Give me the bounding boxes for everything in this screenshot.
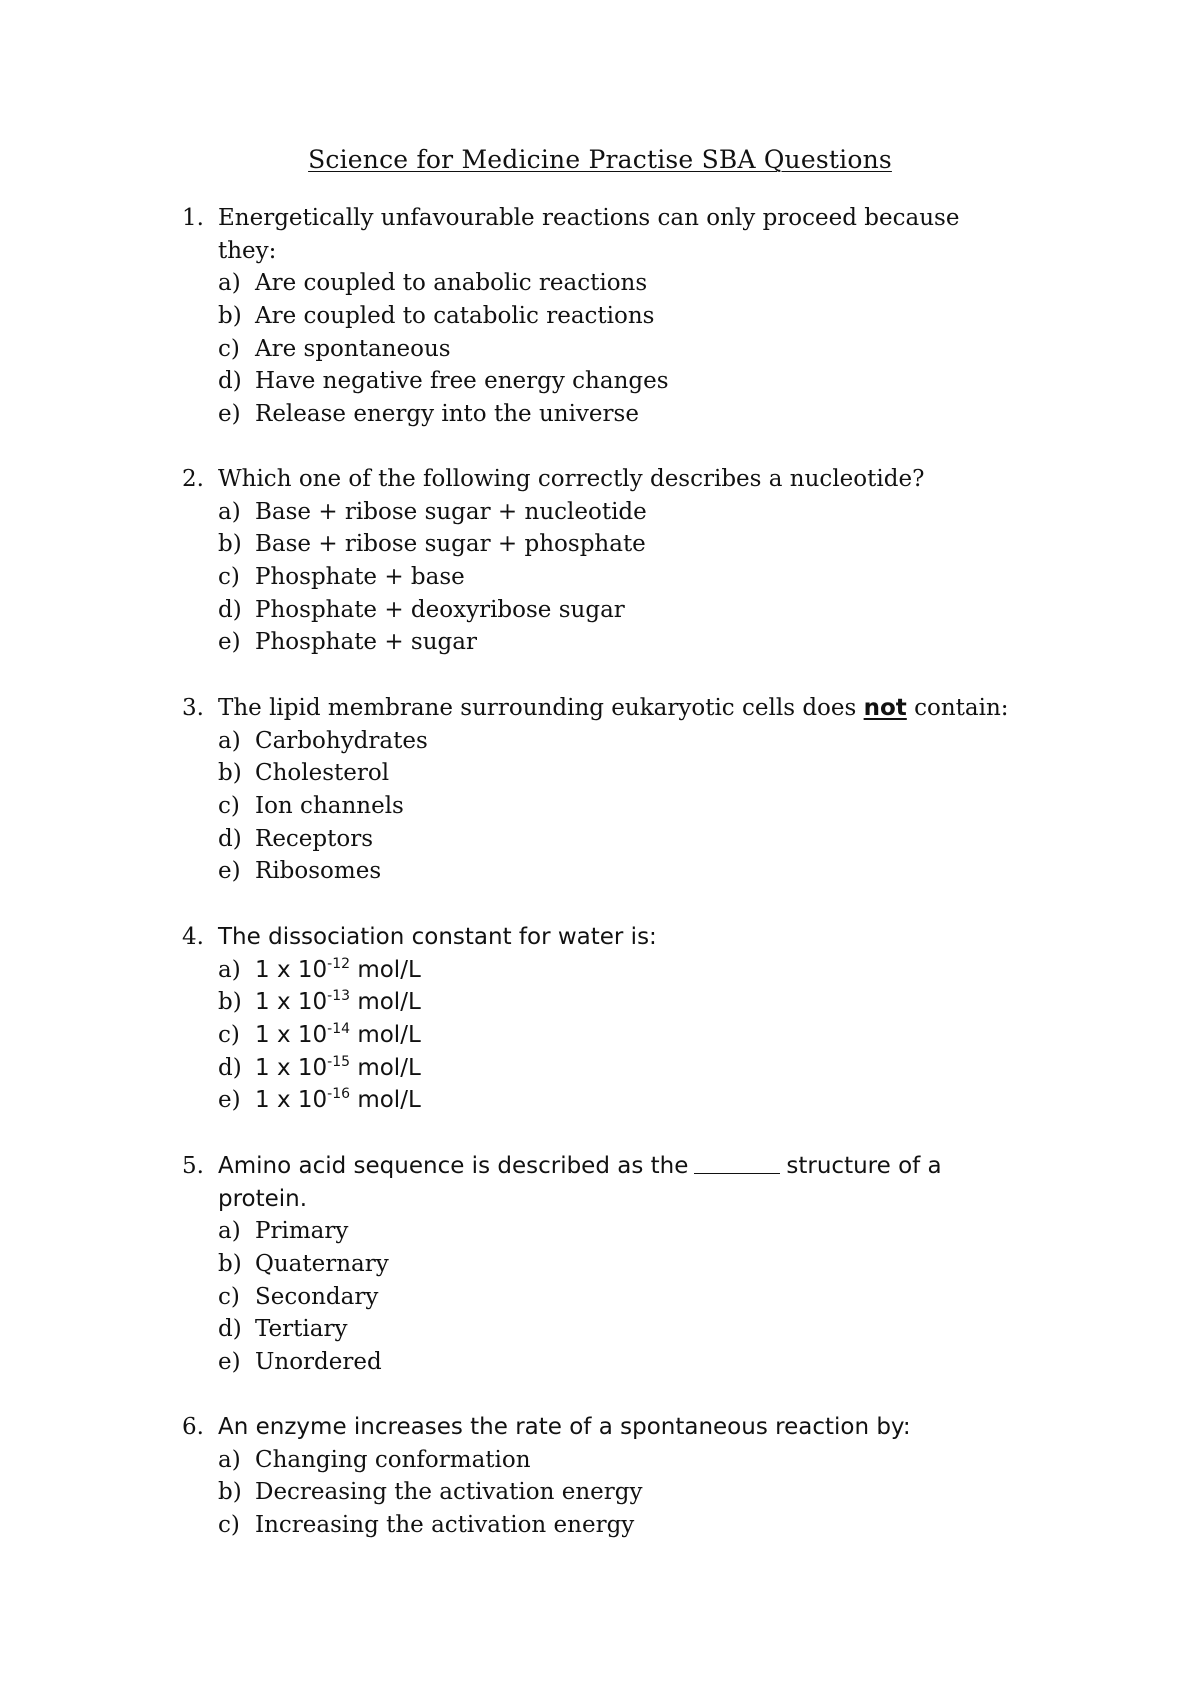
option-text: Are coupled to catabolic reactions [255,303,655,330]
option-unit: mol/L [357,989,421,1016]
question-text: The dissociation constant for water is: [218,924,657,951]
option-unit: mol/L [357,1022,421,1049]
option-text [255,957,421,983]
answer-option [182,1280,1082,1313]
option-letter: a) [218,1446,241,1473]
option-text: Quaternary [255,1251,389,1278]
option-letter: a) [218,956,241,983]
question-number: 1. [182,205,204,232]
option-text: Are spontaneous [255,335,451,362]
option-text: Ion channels [255,793,404,820]
option-letter: e) [218,1348,241,1375]
question-3 [182,692,1082,888]
answer-option [182,300,1082,333]
question-2 [182,463,1082,659]
answer-option [182,1476,1082,1509]
answer-option [182,954,1082,987]
answer-option [182,561,1082,594]
option-letter: d) [218,1054,242,1081]
answer-option [182,757,1082,790]
option-letter: b) [218,1251,242,1278]
question-text: Which one of the following correctly describes a nucleotide? [218,466,925,493]
option-letter: b) [218,989,242,1016]
option-text: Phosphate + base [255,564,465,591]
option-text: Receptors [255,825,374,852]
question-5 [182,1150,1082,1378]
answer-option [182,267,1082,300]
question-text-start: Amino acid sequence is described as the [218,1153,689,1180]
option-text [255,1055,421,1081]
option-exponent: -16 [327,1086,351,1103]
question-number: 5. [182,1153,204,1180]
fill-in-blank [694,1153,780,1174]
question-text: Energetically unfavourable reactions can only proceed because [218,205,960,232]
question-text-continued: they: [218,237,277,264]
option-text: Base + ribose sugar + phosphate [255,531,646,558]
option-letter: b) [218,760,242,787]
question-text-end: structure of a [786,1153,942,1180]
option-exponent: -13 [327,988,351,1005]
option-text [255,1022,421,1048]
option-exponent: -14 [327,1021,351,1038]
option-exponent: -15 [327,1053,351,1070]
option-text: Phosphate + deoxyribose sugar [255,596,625,623]
answer-option [182,593,1082,626]
question-text: An enzyme increases the rate of a spontaneous reaction by: [218,1414,911,1441]
question-text-continued: protein. [218,1185,308,1212]
question-text [218,1153,942,1179]
option-base: 1 x 10 [255,989,328,1016]
question-1 [182,202,1082,430]
option-text: Unordered [255,1348,382,1375]
option-text: Cholesterol [255,760,390,787]
option-text: Release energy into the universe [255,400,639,427]
option-text: Secondary [255,1283,379,1310]
answer-option [182,1019,1082,1052]
option-letter: e) [218,629,241,656]
page-title: Science for Medicine Practise SBA Questions [308,145,892,174]
answer-option [182,365,1082,398]
question-text [218,695,1009,721]
option-letter: d) [218,1316,242,1343]
option-letter: c) [218,564,240,591]
answer-option [182,1215,1082,1248]
option-base: 1 x 10 [255,956,328,983]
question-text-end: contain: [914,695,1009,722]
option-letter: c) [218,1512,240,1539]
question-number: 4. [182,924,204,951]
option-letter: c) [218,793,240,820]
option-letter: c) [218,1283,240,1310]
answer-option [182,790,1082,823]
option-text: Tertiary [255,1316,348,1343]
option-base: 1 x 10 [255,1054,328,1081]
answer-option [182,1051,1082,1084]
option-base: 1 x 10 [255,1087,328,1114]
answer-option [182,986,1082,1019]
option-text: Phosphate + sugar [255,629,477,656]
option-letter: e) [218,400,241,427]
option-letter: a) [218,270,241,297]
option-letter: a) [218,498,241,525]
option-text [255,989,421,1015]
option-text: Are coupled to anabolic reactions [255,270,648,297]
option-text: Increasing the activation energy [255,1512,635,1539]
answer-option [182,1509,1082,1542]
option-text: Base + ribose sugar + nucleotide [255,498,647,525]
answer-option [182,1346,1082,1379]
option-base: 1 x 10 [255,1022,328,1049]
option-unit: mol/L [357,1087,421,1114]
answer-option [182,496,1082,529]
option-letter: e) [218,1087,241,1114]
option-letter: a) [218,727,241,754]
answer-option [182,725,1082,758]
option-text: Carbohydrates [255,727,428,754]
answer-option [182,332,1082,365]
question-number: 2. [182,466,204,493]
answer-option [182,855,1082,888]
answer-option [182,822,1082,855]
option-letter: c) [218,1022,240,1049]
answer-option [182,1248,1082,1281]
option-letter: c) [218,335,240,362]
answer-option [182,1444,1082,1477]
option-text: Changing conformation [255,1446,531,1473]
question-text-start: The lipid membrane surrounding eukaryotic cells does [218,695,857,722]
question-number: 6. [182,1414,204,1441]
option-letter: e) [218,858,241,885]
option-letter: b) [218,1479,242,1506]
option-text [255,1087,421,1113]
option-unit: mol/L [357,1054,421,1081]
option-text: Primary [255,1218,349,1245]
option-letter: b) [218,303,242,330]
answer-option [182,398,1082,431]
option-letter: d) [218,368,242,395]
option-exponent: -12 [327,955,351,972]
answer-option [182,626,1082,659]
answer-option [182,528,1082,561]
option-letter: b) [218,531,242,558]
option-text: Ribosomes [255,858,382,885]
question-4 [182,921,1082,1117]
option-text: Decreasing the activation energy [255,1479,643,1506]
question-number: 3. [182,695,204,722]
emphasis-not: not [863,695,907,722]
option-text: Have negative free energy changes [255,368,669,395]
answer-option [182,1084,1082,1117]
option-unit: mol/L [357,956,421,983]
option-letter: d) [218,825,242,852]
option-letter: d) [218,596,242,623]
answer-option [182,1313,1082,1346]
option-letter: a) [218,1218,241,1245]
question-6 [182,1411,1082,1541]
